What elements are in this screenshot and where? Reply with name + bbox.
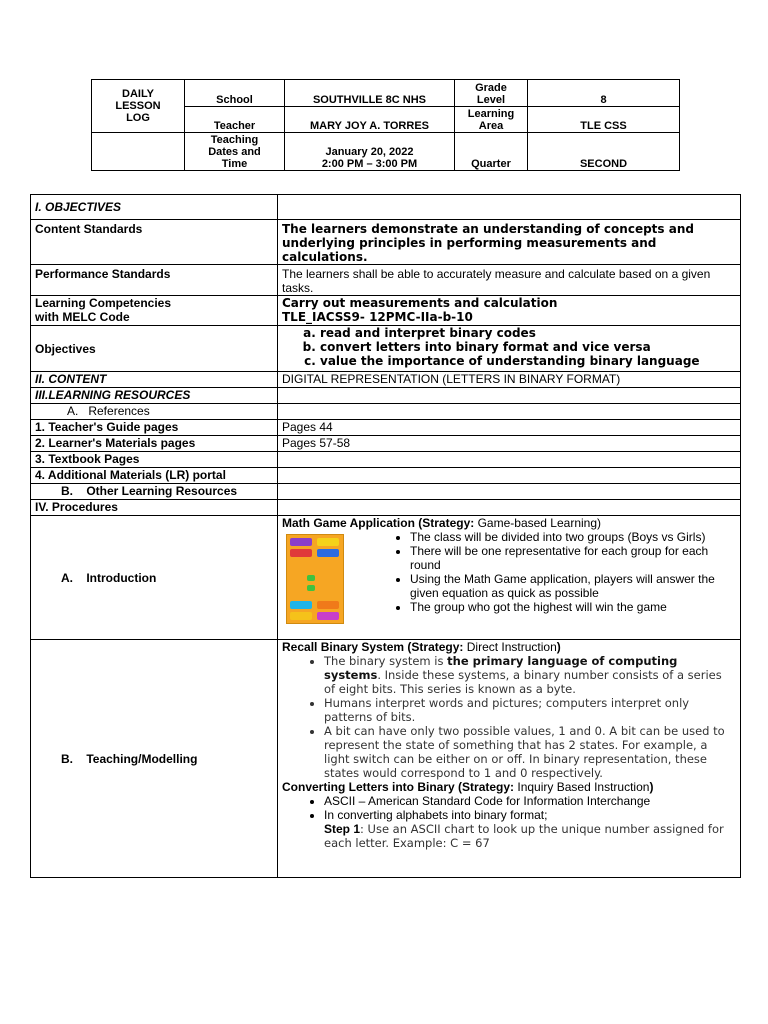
melc-code: TLE_IACSS9- 12PMC-IIa-b-10 — [282, 310, 473, 324]
objectives-label: Objectives — [31, 326, 278, 372]
intro-title-bold: Math Game Application (Strategy: — [282, 516, 475, 530]
grade-value: 8 — [528, 80, 680, 107]
objective-item: a. read and interpret binary codes — [320, 326, 736, 340]
intro-bullet: • The group who got the highest will win the game — [410, 600, 736, 614]
teacher-label: Teacher — [185, 107, 285, 133]
competencies-label — [31, 296, 278, 326]
objective-item: c. value the importance of understanding binary language — [320, 354, 736, 368]
teaching-label: B. Teaching/Modelling — [31, 640, 278, 878]
recall-b1-pre: The binary system is — [324, 654, 448, 668]
convert-title-bold: Converting Letters into Binary (Strategy: — [282, 780, 515, 794]
intro-strategy: Game-based Learning) — [477, 516, 601, 530]
step1-text: : Use an ASCII chart to look up the unique number assigned for each letter. Example: C = 67 — [324, 822, 724, 850]
objectives-list — [282, 326, 736, 368]
lm-value: Pages 57-58 — [278, 436, 741, 452]
dates-value — [285, 133, 455, 171]
header-table — [91, 79, 680, 171]
convert-bullet: • In converting alphabets into binary format; — [324, 808, 736, 822]
performance-standards-label: Performance Standards — [31, 265, 278, 296]
tg-label: 1. Teacher's Guide pages — [31, 420, 278, 436]
lr-label: 4. Additional Materials (LR) portal — [31, 468, 278, 484]
grade-label: Grade Level — [455, 80, 528, 107]
convert-strategy: Inquiry Based Instruction — [517, 780, 650, 794]
quarter-value: SECOND — [528, 133, 680, 171]
dates-label: Teaching Dates and Time — [185, 133, 285, 171]
competency-cell — [278, 296, 741, 326]
intro-bullet: • There will be one representative for each group for each round — [410, 544, 736, 572]
teacher-value: MARY JOY A. TORRES — [285, 107, 455, 133]
recall-title-bold: Recall Binary System (Strategy: — [282, 640, 464, 654]
step1 — [282, 822, 736, 850]
objective-item: b. convert letters into binary format and vice versa — [320, 340, 736, 354]
school-value: SOUTHVILLE 8C NHS — [285, 80, 455, 107]
recall-strategy: Direct Instruction — [466, 640, 557, 654]
recall-bullet — [324, 654, 736, 696]
content-standards-text: The learners demonstrate an understanding of concepts and underlying principles in performing measurements and calculations. — [278, 220, 741, 265]
recall-bullet: • Humans interpret words and pictures; computers interpret only patterns of bits. — [324, 696, 736, 724]
quarter-label: Quarter — [455, 133, 528, 171]
convert-bullets — [282, 794, 736, 822]
convert-close: ) — [649, 780, 654, 794]
content-heading: II. CONTENT — [31, 372, 278, 388]
recall-title — [282, 640, 736, 654]
introduction-text: Introduction — [86, 570, 157, 585]
school-label: School — [185, 80, 285, 107]
teaching-cell — [278, 640, 741, 878]
competencies-label-line1: Learning Competencies — [35, 296, 172, 310]
performance-standards-text: The learners shall be able to accurately measure and calculate based on a given tasks. — [278, 265, 741, 296]
references-label: A. References — [31, 404, 278, 420]
recall-b1-post: . Inside these systems, a binary number consists of a series of eight bits. This series is known as a byte. — [324, 668, 722, 696]
competency-text: Carry out measurements and calculation — [282, 296, 558, 310]
convert-title — [282, 780, 736, 794]
math-game-thumbnail — [286, 534, 344, 624]
competencies-label-line2: with MELC Code — [35, 310, 130, 324]
recall-bullet: • A bit can have only two possible values, 1 and 0. A bit can be used to represent the state of something that has 2 states. For example, a light switch can be either on or off. In binary representation, these states would correspond to 1 and 0 respectively. — [324, 724, 736, 780]
convert-bullet: • ASCII – American Standard Code for Information Interchange — [324, 794, 736, 808]
lesson-table — [30, 194, 741, 878]
area-label: Learning Area — [455, 107, 528, 133]
tb-label: 3. Textbook Pages — [31, 452, 278, 468]
time-value: 2:00 PM – 3:00 PM — [321, 158, 418, 170]
intro-bullets — [378, 530, 736, 614]
date-value: January 20, 2022 — [325, 146, 414, 158]
log-title: DAILY LESSON LOG — [92, 80, 185, 133]
references-text: References — [88, 404, 150, 418]
intro-title — [282, 516, 736, 530]
procedures-heading: IV. Procedures — [31, 500, 278, 516]
content-value: DIGITAL REPRESENTATION (LETTERS IN BINARY FORMAT) — [278, 372, 741, 388]
intro-bullet: • Using the Math Game application, players will answer the given equation as quick as possible — [410, 572, 736, 600]
recall-bullets — [282, 654, 736, 780]
step1-label: Step 1 — [324, 822, 361, 836]
recall-close: ) — [556, 640, 561, 654]
area-value: TLE CSS — [528, 107, 680, 133]
content-standards-label: Content Standards — [31, 220, 278, 265]
objectives-list-cell — [278, 326, 741, 372]
introduction-cell — [278, 516, 741, 640]
resources-heading: III.LEARNING RESOURCES — [31, 388, 278, 404]
other-resources-text: Other Learning Resources — [86, 484, 238, 498]
intro-bullet: • The class will be divided into two groups (Boys vs Girls) — [410, 530, 736, 544]
tg-value: Pages 44 — [278, 420, 741, 436]
lm-label: 2. Learner's Materials pages — [31, 436, 278, 452]
header-empty-cell — [92, 133, 185, 171]
other-resources-label: B. Other Learning Resources — [31, 484, 278, 500]
objectives-heading: I. OBJECTIVES — [31, 195, 278, 220]
introduction-label: A. Introduction — [31, 516, 278, 640]
recall-b1-bold: the primary language of computing systems — [324, 654, 678, 682]
teaching-text: Teaching/Modelling — [86, 751, 198, 766]
